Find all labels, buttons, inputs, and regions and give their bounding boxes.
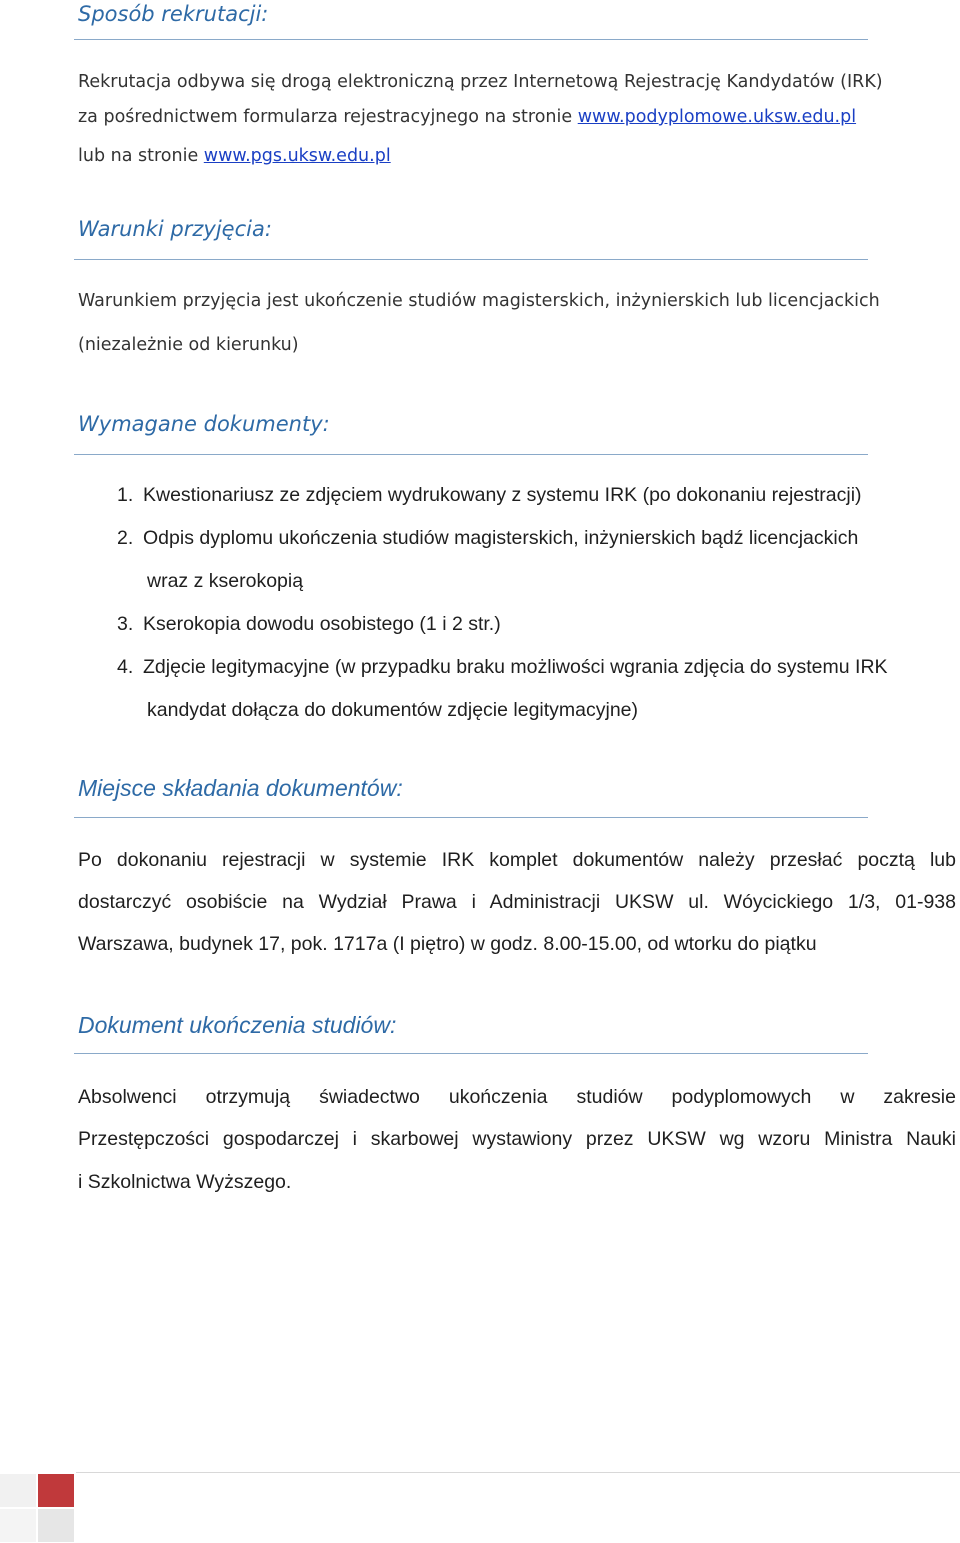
footer-square-light	[0, 1474, 36, 1507]
place-divider	[74, 817, 868, 818]
document-item-number: 1.	[117, 484, 134, 506]
recruitment-divider	[74, 39, 868, 40]
document-item-4	[117, 656, 888, 679]
footer-square-light	[0, 1509, 36, 1542]
document-item-4-continuation: kandydat dołącza do dokumentów zdjęcie legitymacyjne)	[147, 699, 639, 721]
place-line-2: dostarczyć osobiście na Wydział Prawa i Administracji UKSW ul. Wóycickiego 1/3, 01-938	[78, 891, 956, 913]
recruitment-heading: Sposób rekrutacji:	[78, 2, 269, 26]
certificate-heading: Dokument ukończenia studiów:	[78, 1012, 397, 1038]
recruitment-line-1: Rekrutacja odbywa się drogą elektroniczną przez Internetową Rejestrację Kandydatów (IRK)	[78, 72, 883, 92]
podyplomowe-link[interactable]: www.podyplomowe.uksw.edu.pl	[577, 107, 857, 127]
document-item-text: Zdjęcie legitymacyjne (w przypadku braku możliwości wgrania zdjęcia do systemu IRK	[143, 656, 888, 678]
footer-divider	[76, 1472, 960, 1473]
document-item-3	[117, 613, 501, 636]
place-heading: Miejsce składania dokumentów:	[78, 775, 403, 801]
place-line-3: Warszawa, budynek 17, pok. 1717a (I piętro) w godz. 8.00-15.00, od wtorku do piątku	[78, 933, 817, 955]
place-line-1: Po dokonaniu rejestracji w systemie IRK komplet dokumentów należy przesłać pocztą lub	[78, 849, 956, 871]
recruitment-line-3-text: lub na stronie	[78, 146, 204, 166]
recruitment-line-2	[78, 107, 856, 127]
recruitment-line-2-text: za pośrednictwem formularza rejestracyjnego na stronie	[78, 107, 578, 127]
document-item-text: Kwestionariusz ze zdjęciem wydrukowany z systemu IRK (po dokonaniu rejestracji)	[143, 484, 862, 506]
document-item-1	[117, 484, 862, 507]
documents-divider	[74, 454, 868, 455]
document-item-text: Odpis dyplomu ukończenia studiów magisterskich, inżynierskich bądź licencjackich	[143, 527, 859, 549]
certificate-divider	[74, 1053, 868, 1054]
conditions-line-1: Warunkiem przyjęcia jest ukończenie studiów magisterskich, inżynierskich lub licencjackich	[78, 291, 880, 311]
conditions-line-2: (niezależnie od kierunku)	[78, 335, 299, 355]
recruitment-line-3	[78, 146, 391, 166]
documents-heading: Wymagane dokumenty:	[78, 412, 330, 436]
conditions-divider	[74, 259, 868, 260]
certificate-line-1: Absolwenci otrzymują świadectwo ukończenia studiów podyplomowych w zakresie	[78, 1086, 956, 1108]
footer-square-accent	[38, 1474, 74, 1507]
conditions-heading: Warunki przyjęcia:	[78, 217, 272, 241]
document-item-number: 3.	[117, 613, 134, 635]
certificate-line-2: Przestępczości gospodarczej i skarbowej wystawiony przez UKSW wg wzoru Ministra Nauki	[78, 1128, 956, 1150]
document-item-text: Kserokopia dowodu osobistego (1 i 2 str.)	[143, 613, 501, 635]
document-item-number: 2.	[117, 527, 134, 549]
document-item-2	[117, 527, 858, 550]
pgs-link[interactable]: www.pgs.uksw.edu.pl	[203, 146, 391, 166]
footer-square-light	[38, 1509, 74, 1542]
document-item-number: 4.	[117, 656, 134, 678]
certificate-line-3: i Szkolnictwa Wyższego.	[78, 1171, 292, 1193]
document-item-2-continuation: wraz z kserokopią	[147, 570, 304, 592]
